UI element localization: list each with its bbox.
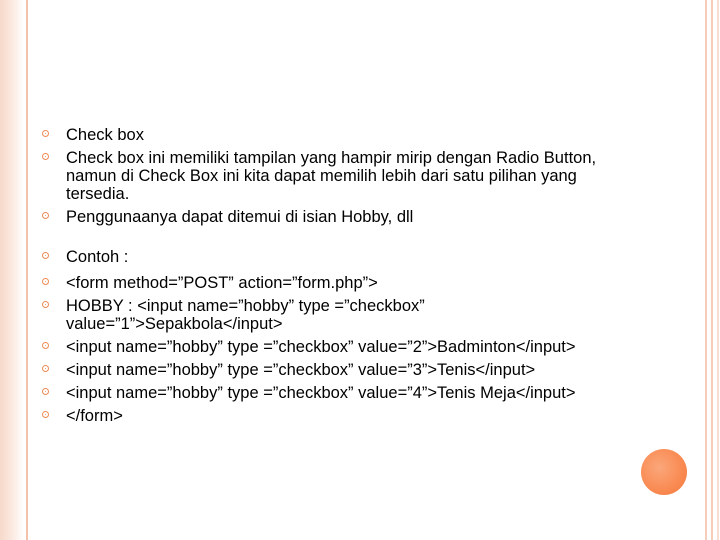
- slide-content: [41, 126, 641, 425]
- orange-circle-decoration: [641, 449, 687, 495]
- ring-bullet-icon: [42, 301, 49, 308]
- list-item: [41, 361, 641, 379]
- list-item: [41, 248, 641, 266]
- ring-bullet-icon: [42, 342, 49, 349]
- list-item-text: Penggunaanya dapat ditemui di isian Hobby, dll: [66, 208, 414, 226]
- list-item: [41, 126, 641, 144]
- list-item-text: HOBBY : <input name=”hobby” type =”checkbox” value=”1”>Sepakbola</input>: [66, 297, 425, 333]
- ring-bullet-icon: [42, 212, 49, 219]
- list-item-text: Check box ini memiliki tampilan yang hampir mirip dengan Radio Button, namun di Check Box ini kita dapat memilih lebih dari satu pilihan yang tersedia.: [66, 149, 597, 203]
- list-item: [41, 384, 641, 402]
- list-item: [41, 338, 641, 356]
- ring-bullet-icon: [42, 411, 49, 418]
- right-border-line: [717, 0, 719, 540]
- right-border-line: [711, 0, 713, 540]
- ring-bullet-icon: [42, 365, 49, 372]
- list-item-text: </form>: [66, 407, 123, 425]
- ring-bullet-icon: [42, 278, 49, 285]
- ring-bullet-icon: [42, 153, 49, 160]
- list-item-text: <input name=”hobby” type =”checkbox” value=”2”>Badminton</input>: [66, 338, 576, 356]
- right-border-line: [705, 0, 707, 540]
- ring-bullet-icon: [42, 388, 49, 395]
- list-item: [41, 407, 641, 425]
- list-item-text: <input name=”hobby” type =”checkbox” value=”4”>Tenis Meja</input>: [66, 384, 576, 402]
- list-item-text: Contoh :: [66, 248, 129, 266]
- list-item-text: Check box: [66, 126, 144, 144]
- list-item: [41, 274, 641, 292]
- ring-bullet-icon: [42, 130, 49, 137]
- list-item: [41, 149, 641, 203]
- left-border-line: [26, 0, 28, 540]
- list-item: [41, 208, 641, 226]
- ring-bullet-icon: [42, 252, 49, 259]
- list-item: [41, 297, 641, 333]
- list-item-text: <form method=”POST” action=”form.php”>: [66, 274, 378, 292]
- list-item-text: <input name=”hobby” type =”checkbox” value=”3”>Tenis</input>: [66, 361, 536, 379]
